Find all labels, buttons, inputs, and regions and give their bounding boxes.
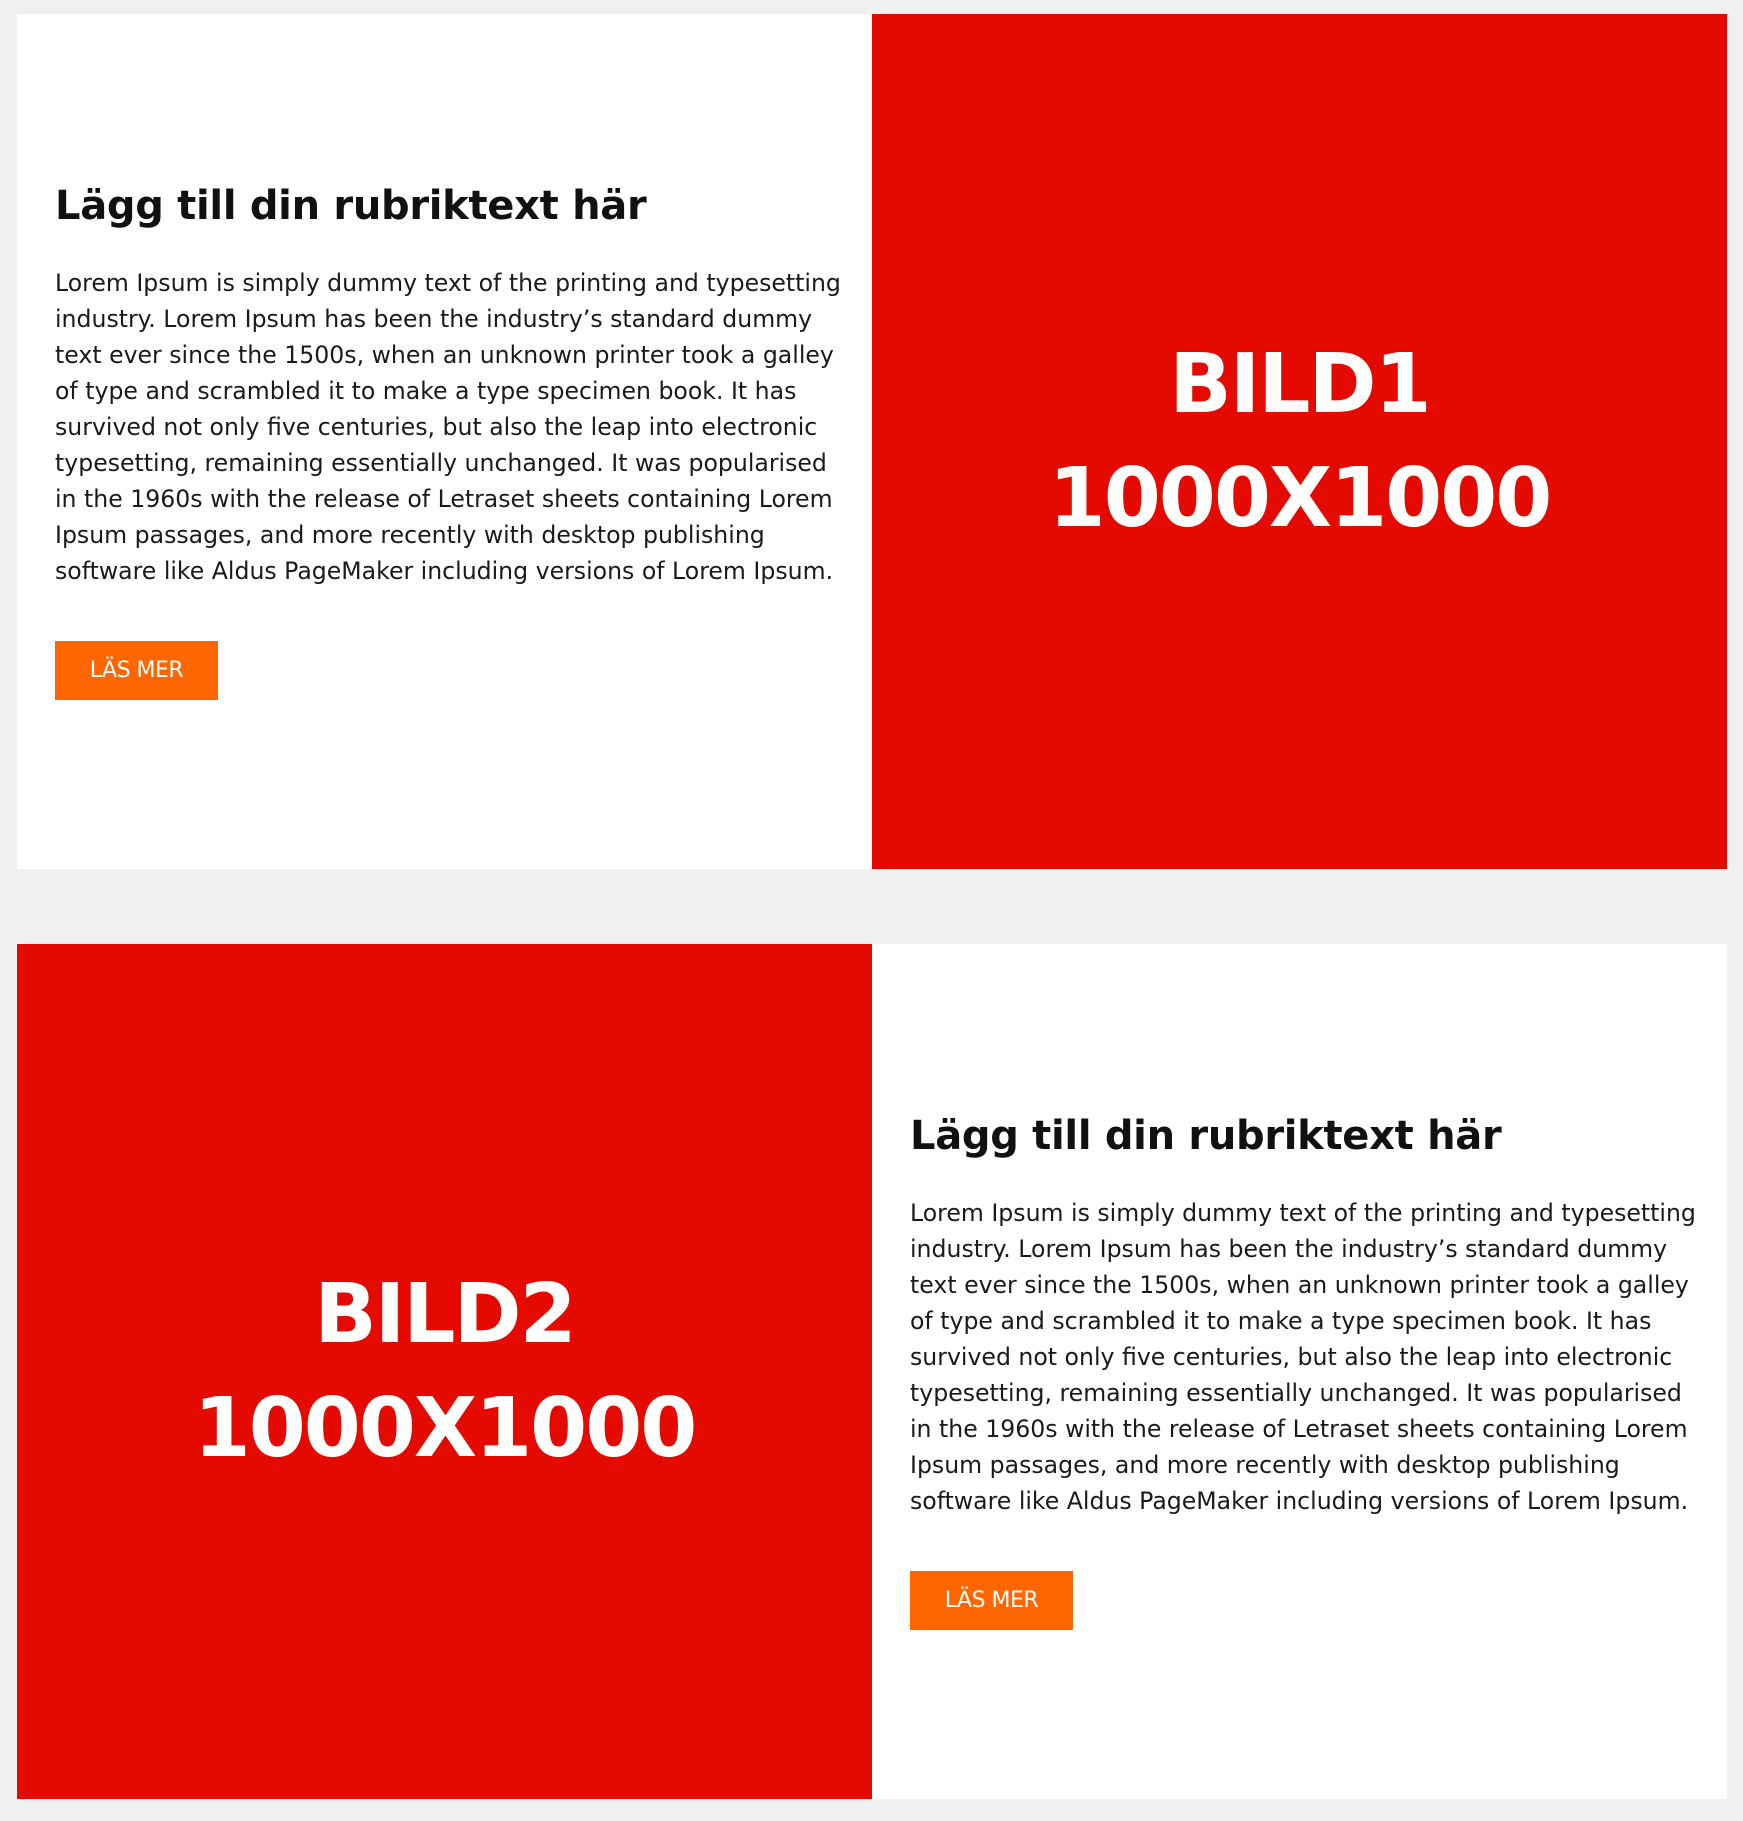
content-section-2 — [17, 944, 1727, 1799]
text-panel — [17, 14, 872, 869]
text-panel — [872, 944, 1727, 1799]
content-section-1 — [17, 14, 1727, 869]
section-heading: Lägg till din rubriktext här — [910, 1113, 1502, 1159]
image-placeholder-name: BILD1 — [1169, 336, 1430, 432]
section-body-text: Lorem Ipsum is simply dummy text of the printing and typesetting industry. Lorem Ipsum has been the industry’s standard dummy text ever since the 1500s, when an unknown printer took a galley of type and scrambled it to make a type specimen book. It has survived not only five centuries, but also the leap into electronic typesetting, remaining essentially unchanged. It was popularised in the 1960s with the release of Letraset sheets containing Lorem Ipsum passages, and more recently with desktop publishing software like Aldus PageMaker including versions of Lorem Ipsum. — [55, 269, 841, 585]
read-more-button[interactable]: LÄS MER — [910, 1571, 1073, 1630]
section-body-text: Lorem Ipsum is simply dummy text of the printing and typesetting industry. Lorem Ipsum has been the industry’s standard dummy text ever since the 1500s, when an unknown printer took a galley of type and scrambled it to make a type specimen book. It has survived not only five centuries, but also the leap into electronic typesetting, remaining essentially unchanged. It was popularised in the 1960s with the release of Letraset sheets containing Lorem Ipsum passages, and more recently with desktop publishing software like Aldus PageMaker including versions of Lorem Ipsum. — [910, 1199, 1696, 1515]
read-more-button[interactable]: LÄS MER — [55, 641, 218, 700]
image-placeholder-name: BILD2 — [314, 1266, 575, 1362]
image-placeholder-2 — [17, 944, 872, 1799]
image-placeholder-size: 1000X1000 — [1048, 450, 1551, 546]
section-heading: Lägg till din rubriktext här — [55, 183, 647, 229]
image-placeholder-1 — [872, 14, 1727, 869]
image-placeholder-size: 1000X1000 — [193, 1380, 696, 1476]
